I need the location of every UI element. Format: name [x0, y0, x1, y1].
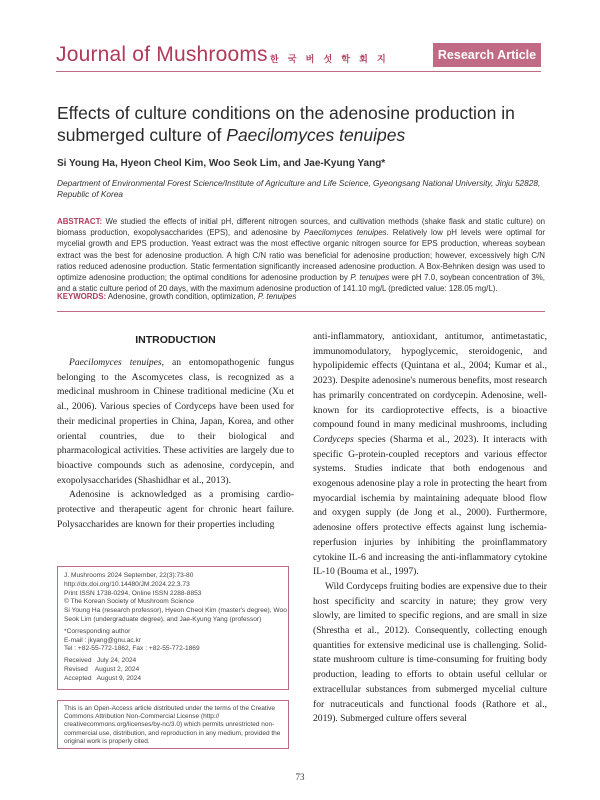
intro-paragraph-1	[57, 356, 294, 488]
author-roles-2: Seok Lim (undergraduate degree), and Jae-Kyung Yang (professor)	[64, 615, 262, 623]
abstract-text-a: We studied the effects of initial pH, different nitrogen sources, and cultivation methods (shake flask and static culture) on biomass production, exopolysaccharides (EPS), and adenosine by	[57, 217, 545, 238]
intro-r1-species: Cordyceps	[313, 433, 354, 445]
keywords-species: P. tenuipes	[257, 292, 297, 301]
keywords	[57, 292, 296, 301]
intro-paragraph-2: Adenosine is acknowledged as a promising cardio-protective and therapeutic agent for chronic heart failure. Polysaccharides are known for their properties including	[57, 489, 294, 530]
article-title	[57, 102, 547, 146]
article-type-badge: Research Article	[433, 43, 541, 67]
intro-r1-text-b: species (Sharma et al., 2023). It interacts with specific G-protein-coupled receptors and various effector systems. Studies indicate that both endogenous and exogenous adenosine play a role in protecting the heart from myocardial ischemia by maintaining adequate blood flow and oxygen supply (de Jong et al., 2000). Furthermore, adenosine offers protective effects against lung ischemia-reperfusion injuries by inhibiting the proinflammatory cytokine IL-6 and increasing the anti-inflammatory cytokine IL-10 (Bouma et al., 1997).	[313, 433, 547, 578]
journal-korean-name: 한 국 버 섯 학 회 지	[270, 55, 389, 65]
doi-link[interactable]: http://dx.doi.org/10.14480/JM.2024.22.3.73	[64, 580, 190, 588]
citation: J. Mushrooms 2024 September, 22(3):73-80	[64, 572, 194, 579]
intro-p1-text: an entomopathogenic fungus belonging to the Ascomycetes class, is recognized as a medicinal mushroom in Chinese traditional medicine (Xu et al., 2006). Various species of Cordyceps have been used for their medicinal properties in China, Japan, Korea, and other oriental countries, due to their biological and pharmacological activities. These activities are largely due to bioactive compounds such as adenosine, cordycepin, and exopolysaccharides (Shashidhar et al., 2013).	[57, 357, 294, 486]
title-species: Paecilomyces tenuipes	[226, 125, 406, 145]
left-column	[57, 356, 294, 532]
corresponding-phone: Tel : +82-55-772-1862, Fax : +82-55-772-1869	[64, 645, 200, 653]
author-roles-1: Si Young Ha (research professor), Hyeon Cheol Kim (master's degree), Woo	[64, 607, 287, 615]
abstract-species: Paecilomyces tenuipes	[304, 228, 387, 238]
abstract-rule	[57, 311, 545, 312]
abstract-label: ABSTRACT:	[57, 217, 103, 226]
corresponding-author-label: *Corresponding author	[64, 627, 131, 635]
abstract-text-b: . Relatively low pH levels were optimal for mycelial growth and EPS production. Yeast extract was the most effective organic nitrogen source for EPS production, whereas soybean extract was the best for adenosine production. A high C/N ratio was beneficial for adenosine production; however, excessively high C/N ratios reduced adenosine production. Static fermentation significantly increased adenosine production. A Box-Behnken design was used to optimize adenosine production; the optimal conditions for adenosine production by	[57, 228, 546, 283]
affiliation: Department of Environmental Forest Science/Institute of Agriculture and Life Science, Gyeongsang National University, Jinju 52828, Republic of Korea	[57, 178, 541, 199]
received-date: Received July 24, 2024	[64, 657, 137, 665]
intro-r1-text: anti-inflammatory, antioxidant, antitumor, antimetastatic, immunomodulatory, hypoglycemic, steroidogenic, and hypolipidemic effects (Quintana et al., 2004; Kumar et al., 2023). Despite adenosine's numerous benefits, most research has primarily concentrated on cordycepin. Adenosine, well-known for its cardioprotective effects, is a bioactive compound found in many medicinal mushrooms, including	[313, 331, 547, 431]
intro-species: Paecilomyces tenuipes,	[69, 357, 165, 368]
journal-name: Journal of Mushrooms	[56, 43, 268, 66]
abstract-text-c: were pH 7.0, soybean concentration of 3%, and a static culture period of 20 days, with the maximum adenosine production of 141.10 mg/L (predicted value: 128.05 mg/L).	[57, 273, 545, 294]
section-heading-introduction: INTRODUCTION	[135, 334, 216, 346]
article-info-box	[57, 566, 289, 690]
title-text: Effects of culture conditions on the adenosine production in submerged culture of	[57, 103, 515, 145]
corresponding-email[interactable]: E-mail : jkyang@gnu.ac.kr	[64, 636, 142, 644]
abstract	[57, 216, 545, 294]
keywords-label: KEYWORDS:	[57, 292, 107, 301]
accepted-date: Accepted August 9, 2024	[64, 674, 141, 682]
author-list: Si Young Ha, Hyeon Cheol Kim, Woo Seok Lim, and Jae-Kyung Yang*	[57, 158, 386, 169]
intro-paragraph-3	[313, 330, 547, 580]
intro-paragraph-4: Wild Cordyceps fruiting bodies are expensive due to their host specificity and scarcity in nature; they grow very slowly, are limited to specific regions, and are small in size (Shrestha et al., 2012). Consequently, collecting enough quantities for extensive medicinal use is challenging. Solid-state mushroom culture is time-consuming for fruiting body production, leading to efforts to obtain useful cellular or extracellular substances from submerged mycelial culture for nutraceuticals and functional foods (Rathore et al., 2019). Submerged culture offers several	[313, 580, 547, 725]
journal-header	[0, 0, 600, 74]
license-box: This is an Open-Access article distributed under the terms of the Creative Commons Attribution Non-Commercial License (http:// creativecommons.org/licenses/by-nc/3.0) which permits unrestricted non-commercial use, distribution, and reproduction in any medium, provided the original work is properly cited.	[57, 700, 289, 749]
header-rule	[56, 71, 541, 72]
revised-date: Revised August 2, 2024	[64, 665, 140, 673]
abstract-species-short: P. tenuipes	[350, 273, 390, 283]
right-column	[313, 330, 547, 727]
keywords-text: Adenosine, growth condition, optimization,	[106, 292, 258, 301]
issn: Print ISSN 1738-0294, Online ISSN 2288-8853	[64, 589, 202, 597]
page-number: 73	[295, 772, 305, 782]
copyright: © The Korean Society of Mushroom Science	[64, 598, 195, 606]
